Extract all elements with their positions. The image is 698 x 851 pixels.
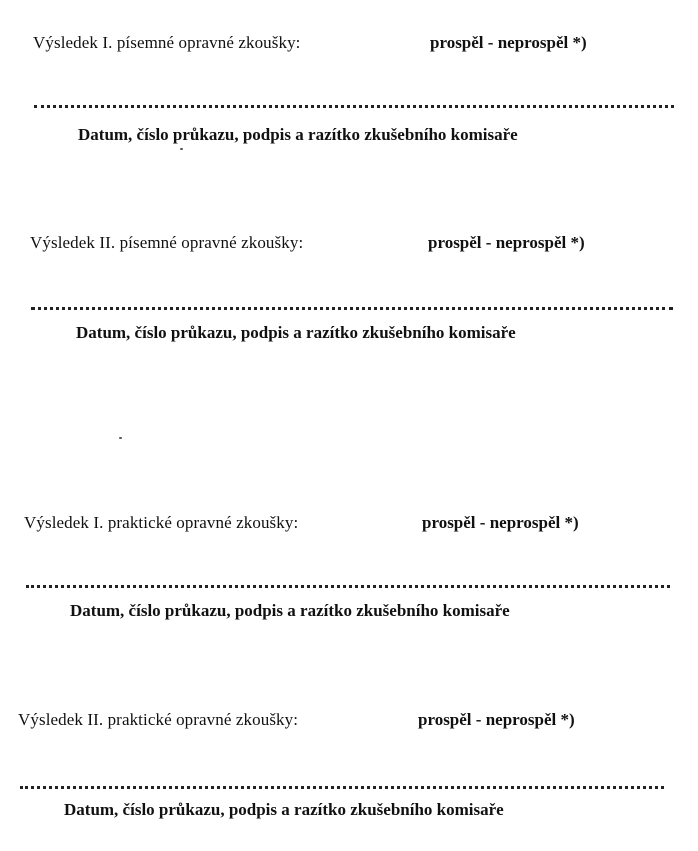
exam-result-section-4 (0, 710, 698, 830)
result-label: Výsledek II. písemné opravné zkoušky: (30, 233, 304, 252)
signature-line (26, 585, 670, 588)
signature-caption: Datum, číslo průkazu, podpis a razítko zkušebního komisaře (78, 125, 518, 144)
signature-caption: Datum, číslo průkazu, podpis a razítko zkušebního komisaře (64, 800, 504, 819)
exam-result-section-3 (0, 513, 698, 633)
exam-result-section-2 (0, 233, 698, 353)
scan-speck (119, 437, 122, 439)
signature-caption: Datum, číslo průkazu, podpis a razítko zkušebního komisaře (70, 601, 510, 620)
result-options: prospěl - neprospěl *) (430, 33, 587, 52)
result-label: Výsledek II. praktické opravné zkoušky: (18, 710, 299, 729)
signature-line (20, 786, 664, 789)
scan-speck (180, 148, 183, 150)
signature-line (31, 307, 673, 310)
result-label: Výsledek I. praktické opravné zkoušky: (24, 513, 299, 532)
signature-caption: Datum, číslo průkazu, podpis a razítko zkušebního komisaře (76, 323, 516, 342)
result-label: Výsledek I. písemné opravné zkoušky: (33, 33, 301, 52)
signature-line (34, 105, 674, 108)
exam-result-section-1 (0, 33, 698, 153)
result-options: prospěl - neprospěl *) (422, 513, 579, 532)
result-options: prospěl - neprospěl *) (418, 710, 575, 729)
result-options: prospěl - neprospěl *) (428, 233, 585, 252)
